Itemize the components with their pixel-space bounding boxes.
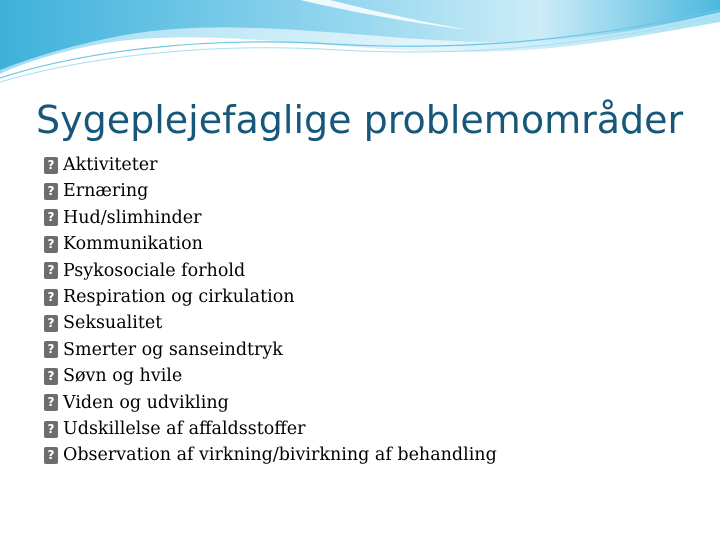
list-item	[44, 152, 497, 178]
list-item	[44, 442, 497, 468]
list-item-label: Psykosociale forhold	[63, 260, 246, 281]
list-item-label: Hud/slimhinder	[63, 207, 202, 228]
bullet-placeholder-icon: ?	[44, 447, 58, 464]
list-item-label: Kommunikation	[63, 234, 203, 255]
list-item	[44, 416, 497, 442]
bullet-placeholder-icon: ?	[44, 315, 58, 332]
bullet-placeholder-icon: ?	[44, 236, 58, 253]
list-item	[44, 284, 497, 310]
bullet-placeholder-icon: ?	[44, 183, 58, 200]
list-item	[44, 178, 497, 204]
list-item-label: Seksualitet	[63, 313, 163, 334]
list-item	[44, 258, 497, 284]
list-item-label: Søvn og hvile	[63, 366, 183, 387]
list-item	[44, 337, 497, 363]
list-item-label: Aktiviteter	[63, 155, 158, 175]
list-item	[44, 363, 497, 389]
list-item-label: Ernæring	[63, 181, 149, 202]
list-item-label: Respiration og cirkulation	[63, 286, 295, 307]
list-item-label: Viden og udvikling	[63, 392, 229, 413]
bullet-placeholder-icon: ?	[44, 209, 58, 226]
bullet-placeholder-icon: ?	[44, 341, 58, 358]
bullet-placeholder-icon: ?	[44, 262, 58, 279]
bullet-placeholder-icon: ?	[44, 368, 58, 385]
slide-title: Sygeplejefaglige problemområder	[36, 98, 684, 142]
list-item-label: Udskillelse af affaldsstoffer	[63, 418, 306, 439]
list-item	[44, 310, 497, 336]
header-wave-decoration	[0, 0, 720, 90]
list-item	[44, 205, 497, 231]
list-item-label: Observation af virkning/bivirkning af behandling	[63, 445, 497, 466]
bullet-placeholder-icon: ?	[44, 157, 58, 174]
bullet-placeholder-icon: ?	[44, 289, 58, 306]
bullet-placeholder-icon: ?	[44, 394, 58, 411]
list-item	[44, 231, 497, 257]
problem-area-list	[44, 152, 497, 469]
list-item-label: Smerter og sanseindtryk	[63, 339, 283, 360]
list-item	[44, 390, 497, 416]
bullet-placeholder-icon: ?	[44, 421, 58, 438]
